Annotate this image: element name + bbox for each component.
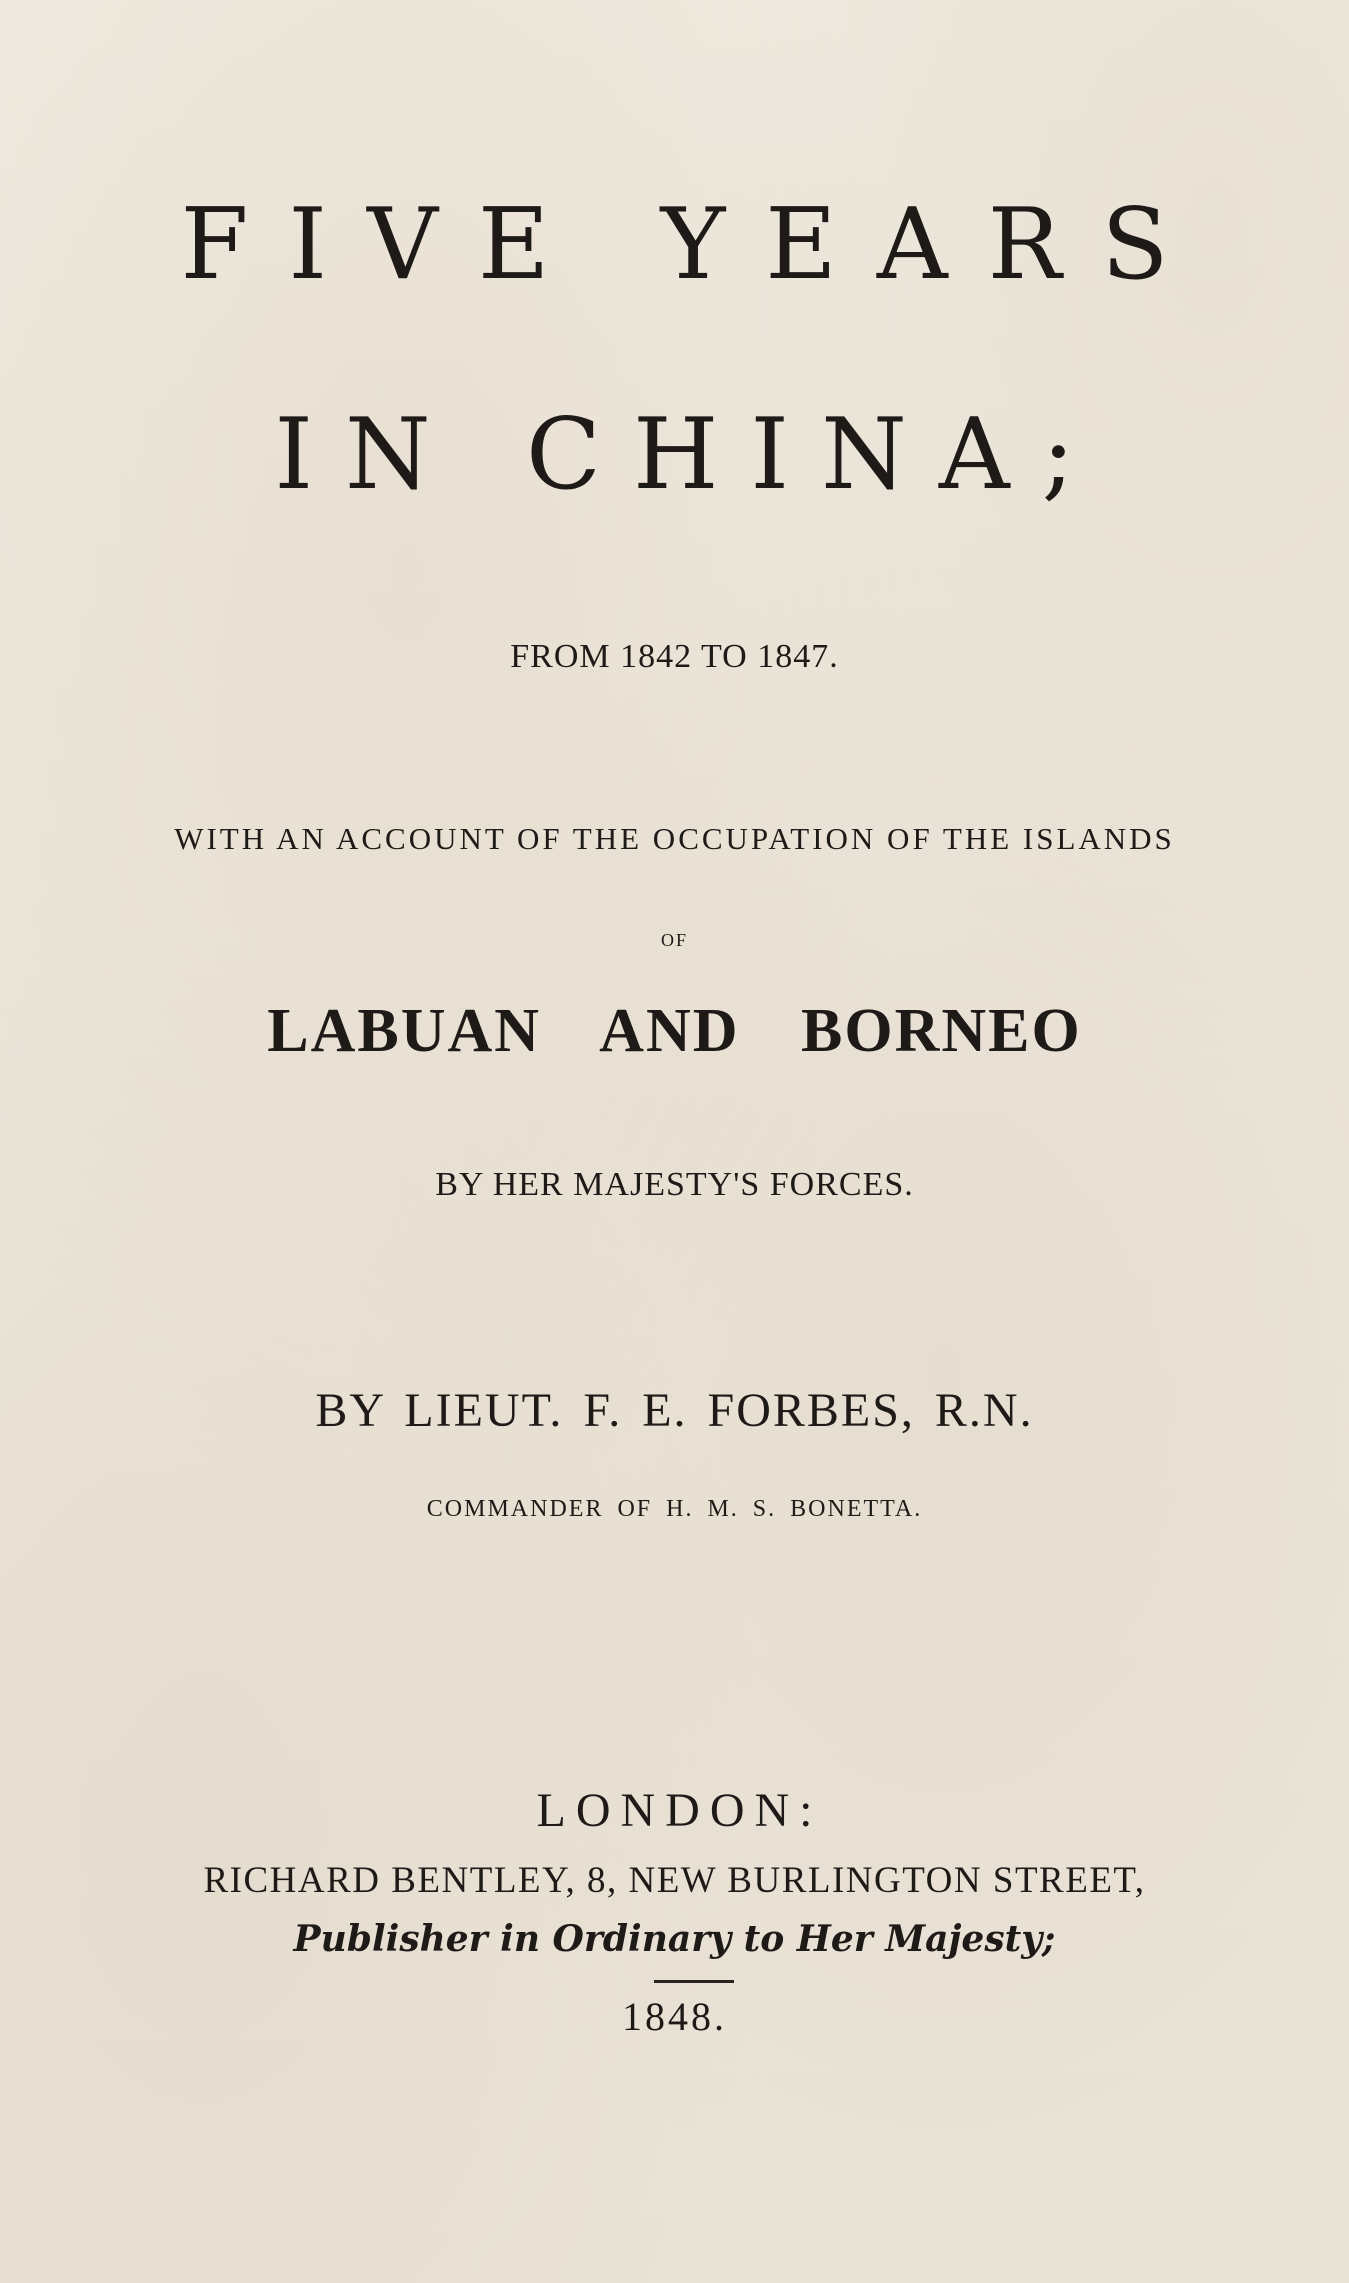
book-title-line-2: IN CHINA; <box>274 398 1107 512</box>
imprint-publisher: RICHARD BENTLEY, 8, NEW BURLINGTON STREET, <box>203 1860 1146 1901</box>
subtitle-of: OF <box>660 930 688 950</box>
subtitle-account: WITH AN ACCOUNT OF THE OCCUPATION OF THE ISLANDS <box>174 821 1175 856</box>
imprint-publisher-title: Publisher in Ordinary to Her Majesty; <box>293 1918 1056 1960</box>
date-range: FROM 1842 TO 1847. <box>510 638 839 675</box>
imprint-city: LONDON: <box>536 1784 823 1837</box>
subtitle-forces: BY HER MAJESTY'S FORCES. <box>435 1166 914 1203</box>
imprint-divider <box>654 1980 734 1983</box>
subtitle-islands: LABUAN AND BORNEO <box>267 997 1082 1065</box>
book-title-line-1: FIVE YEARS <box>180 188 1209 302</box>
imprint-year: 1848. <box>622 1994 727 2039</box>
author-name: BY LIEUT. F. E. FORBES, R.N. <box>315 1384 1034 1437</box>
author-rank: COMMANDER OF H. M. S. BONETTA. <box>426 1496 923 1522</box>
